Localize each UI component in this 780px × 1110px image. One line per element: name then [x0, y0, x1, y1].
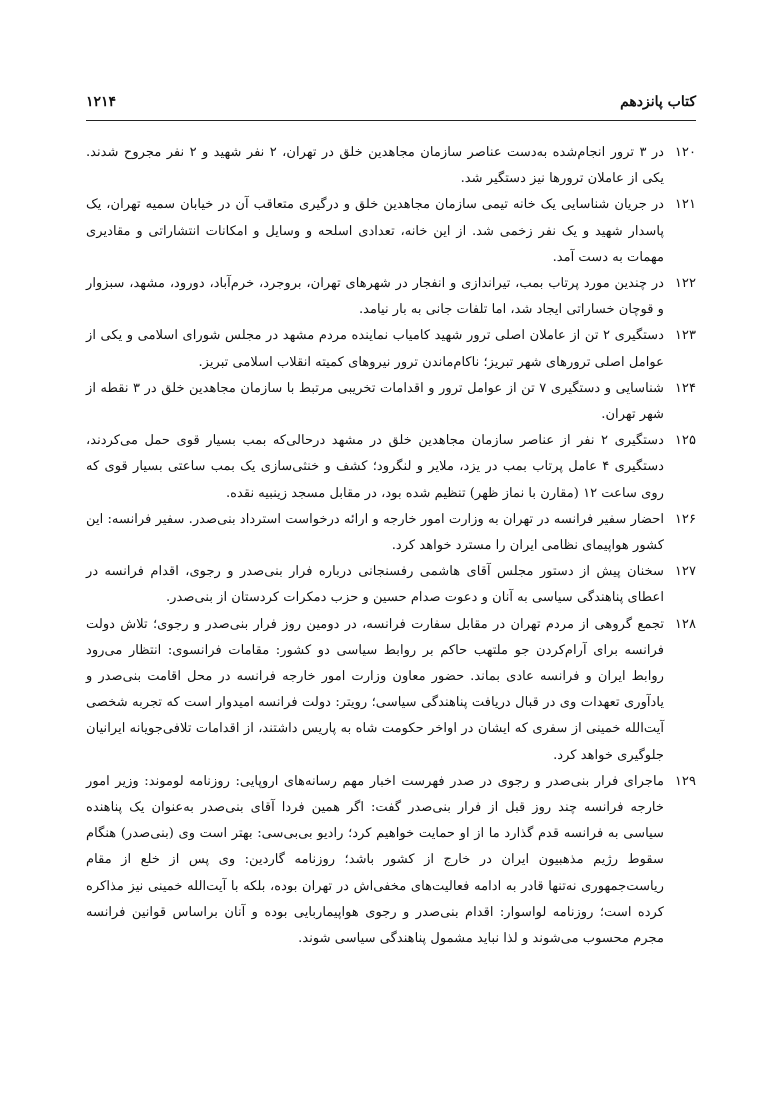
entry-text: دستگیری ۲ نفر از عناصر سازمان مجاهدین خلق در مشهد درحالی‌که بمب بسیار قوی حمل می‌کردند، دستگیری ۴ عامل پرتاب بمب در یزد، ملایر و لنگرود؛ کشف و خنثی‌سازی یک بمب ساعتی بسیار قوی که روی ساعت ۱۲ (مقارن با نماز ظهر) تنظیم شده بود، در مقابل مسجد زینبیه نقده. [86, 433, 664, 501]
entry-text: تجمع گروهی از مردم تهران در مقابل سفارت فرانسه، در دومین روز فرار بنی‌صدر و رجوی؛ تلاش دولت فرانسه برای آرام‌کردن جو ملتهب حاکم بر روابط سیاسی دو کشور: مقامات فرانسوی: انتظار می‌رود روابط ایران و فرانسه عادی بماند. حضور معاون وزارت امور خارجه فرانسه در محل اقامت بنی‌صدر و یادآوری تعهدات وی در قبال دریافت پناهندگی سیاسی؛ رویتر: دولت فرانسه امیدوار است که تجربه شخصی آیت‌الله خمینی از سفری که ایشان در اواخر حکومت شاه به پاریس داشتند، از اقدامات تلافی‌جویانه ایرانیان جلوگیری خواهد کرد. [86, 616, 664, 763]
entry-number: ۱۲۱ [674, 197, 696, 213]
entry-number: ۱۲۳ [674, 328, 696, 344]
list-item [86, 507, 696, 559]
page-number: ۱۲۱۴ [86, 94, 117, 110]
list-item [86, 769, 696, 952]
list-item [86, 559, 696, 611]
entry-number: ۱۲۴ [674, 380, 696, 396]
chronology-list [86, 140, 696, 952]
entry-number: ۱۲۷ [674, 564, 696, 580]
entry-text: ماجرای فرار بنی‌صدر و رجوی در صدر فهرست اخبار مهم رسانه‌های اروپایی: روزنامه لوموند: وزیر امور خارجه فرانسه چند روز قبل از فرار بنی‌صدر گفت: اگر همین فردا آقای بنی‌صدر به‌عنوان یک پناهنده سیاسی به فرانسه قدم گذارد ما از او حمایت خواهیم کرد؛ رادیو بی‌بی‌سی: بهتر است وی (بنی‌صدر) هنگام سقوط رژیم مذهبیون ایران در خارج از کشور باشد؛ روزنامه گاردین: وی پس از خلع از مقام ریاست‌جمهوری نه‌تنها قادر به ادامه فعالیت‌های مخفی‌اش در تهران بوده، بلکه با آیت‌الله خمینی نیز مذاکره کرده است؛ روزنامه لواسوار: اقدام بنی‌صدر و رجوی هواپیماربایی بوده و آنان براساس قوانین فرانسه مجرم محسوب می‌شوند و لذا نباید مشمول پناهندگی سیاسی شوند. [86, 773, 664, 947]
list-item [86, 323, 696, 375]
entry-text: در جریان شناسایی یک خانه تیمی سازمان مجاهدین خلق و درگیری متعاقب آن در خیابان سمیه تهران، یک پاسدار شهید و یک نفر زخمی شد. از این خانه، تعدادی اسلحه و وسایل و امکانات انتشاراتی و مقادیری مهمات به دست آمد. [86, 197, 664, 265]
list-item [86, 612, 696, 769]
list-item [86, 271, 696, 323]
book-title: کتاب پانزدهم [620, 94, 696, 110]
entry-number: ۱۲۸ [674, 616, 696, 632]
entry-number: ۱۲۲ [674, 276, 696, 292]
entry-text: سخنان پیش از دستور مجلس آقای هاشمی رفسنجانی درباره فرار بنی‌صدر و رجوی، اقدام فرانسه در اعطای پناهندگی سیاسی به آنان و دعوت صدام حسین و حزب دمکرات کردستان از بنی‌صدر. [86, 564, 664, 606]
entry-text: در ۳ ترور انجام‌شده به‌دست عناصر سازمان مجاهدین خلق در تهران، ۲ نفر شهید و ۲ نفر مجروح شدند. یکی از عاملان ترورها نیز دستگیر شد. [86, 145, 664, 187]
list-item [86, 376, 696, 428]
entry-text: احضار سفیر فرانسه در تهران به وزارت امور خارجه و ارائه درخواست استرداد بنی‌صدر. سفیر فرانسه: این کشور هواپیمای نظامی ایران را مسترد خواهد کرد. [86, 511, 664, 554]
list-item [86, 428, 696, 507]
page-header [86, 84, 696, 121]
entry-number: ۱۲۵ [674, 433, 696, 449]
entry-number: ۱۲۰ [674, 145, 696, 160]
entry-text: شناسایی و دستگیری ۷ تن از عوامل ترور و اقدامات تخریبی مرتبط با سازمان مجاهدین خلق در ۳ نقطه از شهر تهران. [86, 380, 664, 423]
entry-number: ۱۲۶ [674, 511, 696, 527]
entry-number: ۱۲۹ [674, 773, 696, 789]
entry-text: در چندین مورد پرتاب بمب، تیراندازی و انفجار در شهرهای تهران، بروجرد، خرم‌آباد، دورود، مشهد، سبزوار و قوچان خساراتی ایجاد شد، اما تلفات جانی به بار نیامد. [86, 276, 664, 318]
list-item [86, 140, 696, 192]
entry-text: دستگیری ۲ تن از عاملان اصلی ترور شهید کامیاب نماینده مردم مشهد در مجلس شورای اسلامی و یکی از عوامل اصلی ترورهای شهر تبریز؛ ناکام‌ماندن ترور نیروهای کمیته انقلاب اسلامی تبریز. [86, 328, 664, 370]
list-item [86, 192, 696, 271]
